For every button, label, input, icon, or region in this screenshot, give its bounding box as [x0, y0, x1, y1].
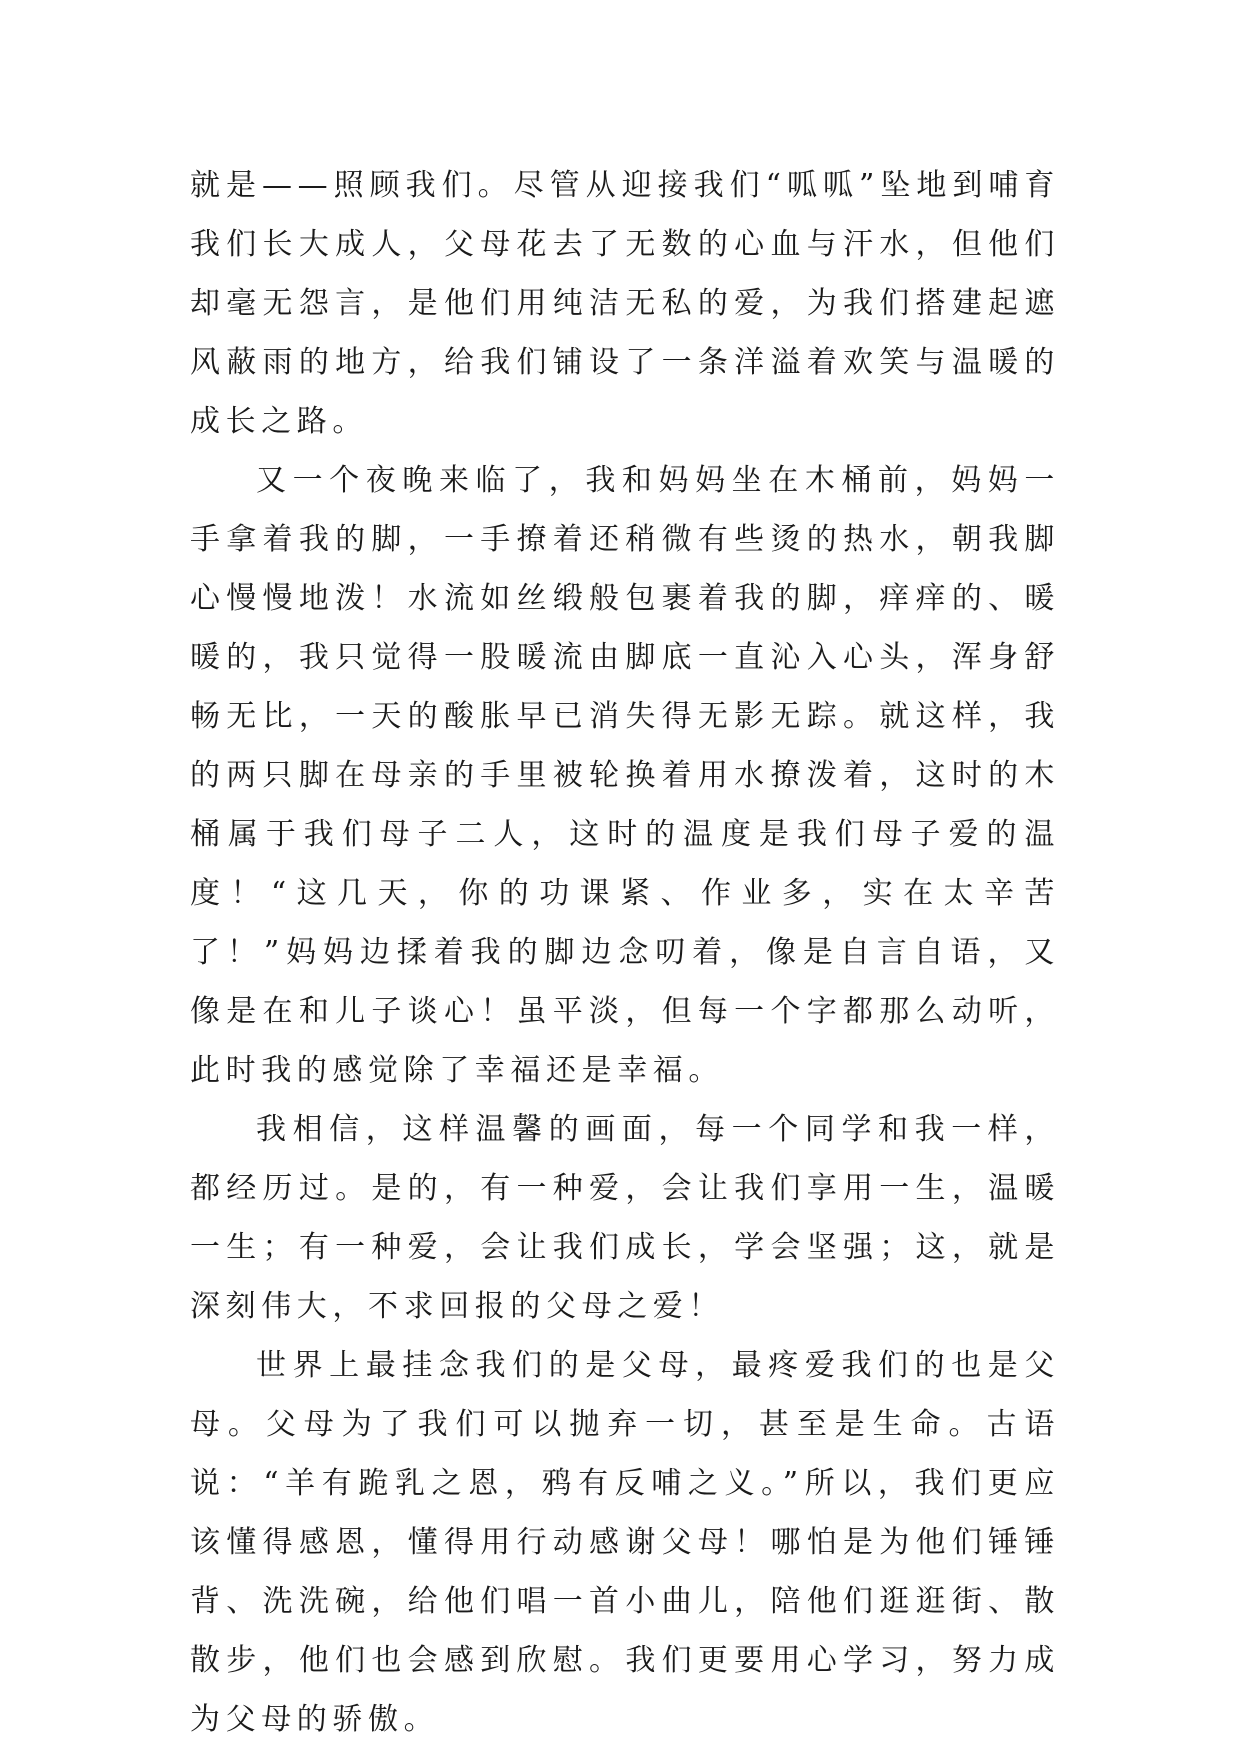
paragraph-2: 又一个夜晚来临了，我和妈妈坐在木桶前，妈妈一手拿着我的脚，一手撩着还稍微有些烫的热水，朝我脚心慢慢地泼！水流如丝缎般包裹着我的脚，痒痒的、暖暖的，我只觉得一股暖流由脚底一直沁入心头，浑身舒畅无比，一天的酸胀早已消失得无影无踪。就这样，我的两只脚在母亲的手里被轮换着用水撩泼着，这时的木桶属于我们母子二人，这时的温度是我们母子爱的温度！“这几天，你的功课紧、作业多，实在太辛苦了！”妈妈边揉着我的脚边念叨着，像是自言自语，又像是在和儿子谈心！虽平淡，但每一个字都那么动听，此时我的感觉除了幸福还是幸福。	[190, 463, 1060, 1088]
paragraph-4: 世界上最挂念我们的是父母，最疼爱我们的也是父母。父母为了我们可以抛弃一切，甚至是生命。古语说：“羊有跪乳之恩，鸦有反哺之义。”所以，我们更应该懂得感恩，懂得用行动感谢父母！哪怕是为他们锤锤背、洗洗碗，给他们唱一首小曲儿，陪他们逛逛街、散散步，他们也会感到欣慰。我们更要用心学习，努力成为父母的骄傲。	[190, 1348, 1060, 1737]
paragraph-1: 就是——照顾我们。尽管从迎接我们“呱呱”坠地到哺育我们长大成人，父母花去了无数的心血与汗水，但他们却毫无怨言，是他们用纯洁无私的爱，为我们搭建起遮风蔽雨的地方，给我们铺设了一条洋溢着欢笑与温暖的成长之路。	[190, 168, 1060, 439]
paragraph-3: 我相信，这样温馨的画面，每一个同学和我一样，都经历过。是的，有一种爱，会让我们享用一生，温暖一生；有一种爱，会让我们成长，学会坚强；这，就是深刻伟大，不求回报的父母之爱！	[190, 1112, 1060, 1324]
essay-body	[190, 156, 1060, 1749]
